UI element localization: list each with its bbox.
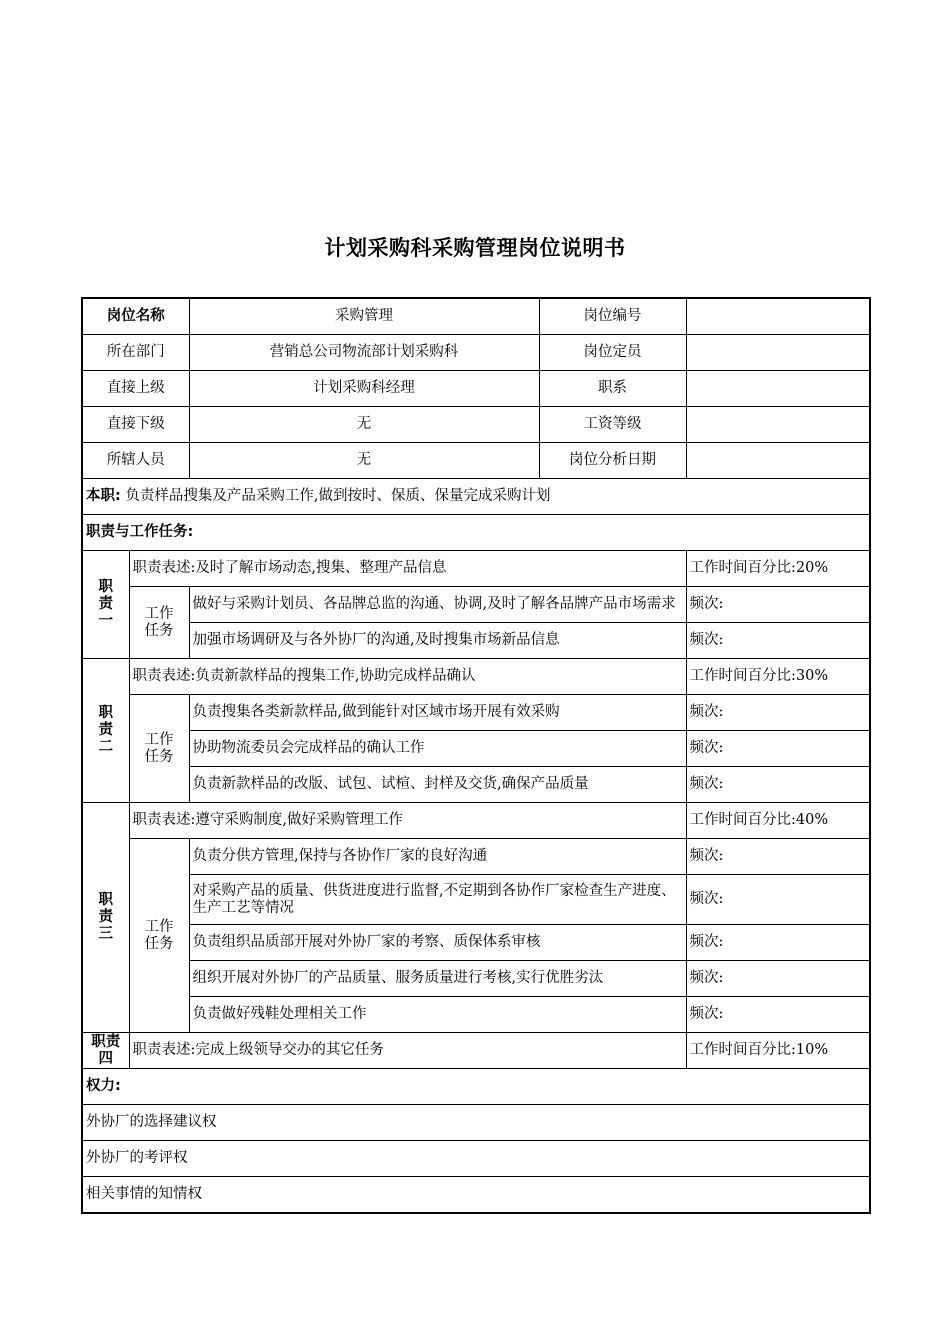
duty-3-statement-row (82, 803, 870, 839)
duty-2-task-1: 负责搜集各类新款样品,做到能针对区域市场开展有效采购 (189, 695, 686, 731)
superior-label: 直接上级 (82, 371, 189, 407)
duty-3-task-1-freq: 频次: (686, 839, 870, 875)
subordinate-value: 无 (189, 407, 539, 443)
position-no-label: 岗位编号 (539, 298, 686, 335)
duty-2-statement: 职责表述:负责新款样品的搜集工作,协助完成样品确认 (129, 659, 686, 695)
authority-header: 权力: (82, 1069, 870, 1105)
duty-3-task-row (82, 875, 870, 925)
info-row-superior (82, 371, 870, 407)
duty-2-statement-row (82, 659, 870, 695)
position-name-value: 采购管理 (189, 298, 539, 335)
authority-item-1: 外协厂的选择建议权 (82, 1105, 870, 1141)
duty-4-label: 职责 四 (82, 1033, 129, 1069)
duty-3-task-5: 负责做好残鞋处理相关工作 (189, 997, 686, 1033)
duty-4-statement-row (82, 1033, 870, 1069)
authority-header-row (82, 1069, 870, 1105)
authority-item-3: 相关事情的知情权 (82, 1177, 870, 1214)
duty-3-task-row (82, 961, 870, 997)
duty-3-label: 职 责 三 (82, 803, 129, 1033)
department-label: 所在部门 (82, 335, 189, 371)
duty-3-task-label: 工作 任务 (129, 839, 189, 1033)
summary-label: 本职: (86, 488, 121, 504)
salary-grade-value (686, 407, 870, 443)
duty-2-task-row (82, 695, 870, 731)
document-title: 计划采购科采购管理岗位说明书 (324, 236, 626, 260)
duty-1-task-2-freq: 频次: (686, 623, 870, 659)
info-row-department (82, 335, 870, 371)
duty-2-task-row (82, 731, 870, 767)
duty-3-task-3-freq: 频次: (686, 925, 870, 961)
duty-1-statement-row (82, 551, 870, 587)
duties-header: 职责与工作任务: (82, 515, 870, 551)
authority-row (82, 1177, 870, 1214)
duty-3-task-row (82, 997, 870, 1033)
headcount-value (686, 335, 870, 371)
duty-2-task-1-freq: 频次: (686, 695, 870, 731)
duty-2-percent: 工作时间百分比:30% (686, 659, 870, 695)
duty-1-task-2: 加强市场调研及与各外协厂的沟通,及时搜集市场新品信息 (189, 623, 686, 659)
job-description-table (81, 297, 871, 1214)
info-row-subordinate (82, 407, 870, 443)
duty-3-task-2: 对采购产品的质量、供货进度进行监督,不定期到各协作厂家检查生产进度、生产工艺等情况 (189, 875, 686, 925)
staff-value: 无 (189, 443, 539, 479)
duty-3-task-4: 组织开展对外协厂的产品质量、服务质量进行考核,实行优胜劣汰 (189, 961, 686, 997)
duty-3-task-row (82, 925, 870, 961)
duty-2-task-3-freq: 频次: (686, 767, 870, 803)
duty-3-statement: 职责表述:遵守采购制度,做好采购管理工作 (129, 803, 686, 839)
duty-1-task-row (82, 587, 870, 623)
superior-value: 计划采购科经理 (189, 371, 539, 407)
duty-3-task-4-freq: 频次: (686, 961, 870, 997)
duty-1-task-row (82, 623, 870, 659)
summary-text: 负责样品搜集及产品采购工作,做到按时、保质、保量完成采购计划 (125, 488, 551, 504)
duty-3-percent: 工作时间百分比:40% (686, 803, 870, 839)
duty-2-task-row (82, 767, 870, 803)
duty-4-percent: 工作时间百分比:10% (686, 1033, 870, 1069)
series-value (686, 371, 870, 407)
duty-2-task-label: 工作 任务 (129, 695, 189, 803)
duty-2-task-3: 负责新款样品的改版、试包、试楦、封样及交货,确保产品质量 (189, 767, 686, 803)
summary-cell (82, 479, 870, 515)
position-name-label: 岗位名称 (82, 298, 189, 335)
duty-1-task-1: 做好与采购计划员、各品牌总监的沟通、协调,及时了解各品牌产品市场需求 (189, 587, 686, 623)
duty-3-task-1: 负责分供方管理,保持与各协作厂家的良好沟通 (189, 839, 686, 875)
duty-2-task-2: 协助物流委员会完成样品的确认工作 (189, 731, 686, 767)
department-value: 营销总公司物流部计划采购科 (189, 335, 539, 371)
analysis-date-label: 岗位分析日期 (539, 443, 686, 479)
duty-2-task-2-freq: 频次: (686, 731, 870, 767)
duty-1-task-label: 工作 任务 (129, 587, 189, 659)
info-row-staff (82, 443, 870, 479)
duty-3-task-2-freq: 频次: (686, 875, 870, 925)
summary-row (82, 479, 870, 515)
authority-item-2: 外协厂的考评权 (82, 1141, 870, 1177)
duty-3-task-3: 负责组织品质部开展对外协厂家的考察、质保体系审核 (189, 925, 686, 961)
info-row-position (82, 298, 870, 335)
salary-grade-label: 工资等级 (539, 407, 686, 443)
duty-3-task-5-freq: 频次: (686, 997, 870, 1033)
duty-4-statement: 职责表述:完成上级领导交办的其它任务 (129, 1033, 686, 1069)
duties-header-row (82, 515, 870, 551)
duty-2-label: 职 责 二 (82, 659, 129, 803)
series-label: 职系 (539, 371, 686, 407)
duty-1-label: 职 责 一 (82, 551, 129, 659)
duty-1-statement: 职责表述:及时了解市场动态,搜集、整理产品信息 (129, 551, 686, 587)
position-no-value (686, 298, 870, 335)
duty-1-task-1-freq: 频次: (686, 587, 870, 623)
duty-1-percent: 工作时间百分比:20% (686, 551, 870, 587)
headcount-label: 岗位定员 (539, 335, 686, 371)
subordinate-label: 直接下级 (82, 407, 189, 443)
analysis-date-value (686, 443, 870, 479)
duty-3-task-row (82, 839, 870, 875)
authority-row (82, 1141, 870, 1177)
authority-row (82, 1105, 870, 1141)
staff-label: 所辖人员 (82, 443, 189, 479)
